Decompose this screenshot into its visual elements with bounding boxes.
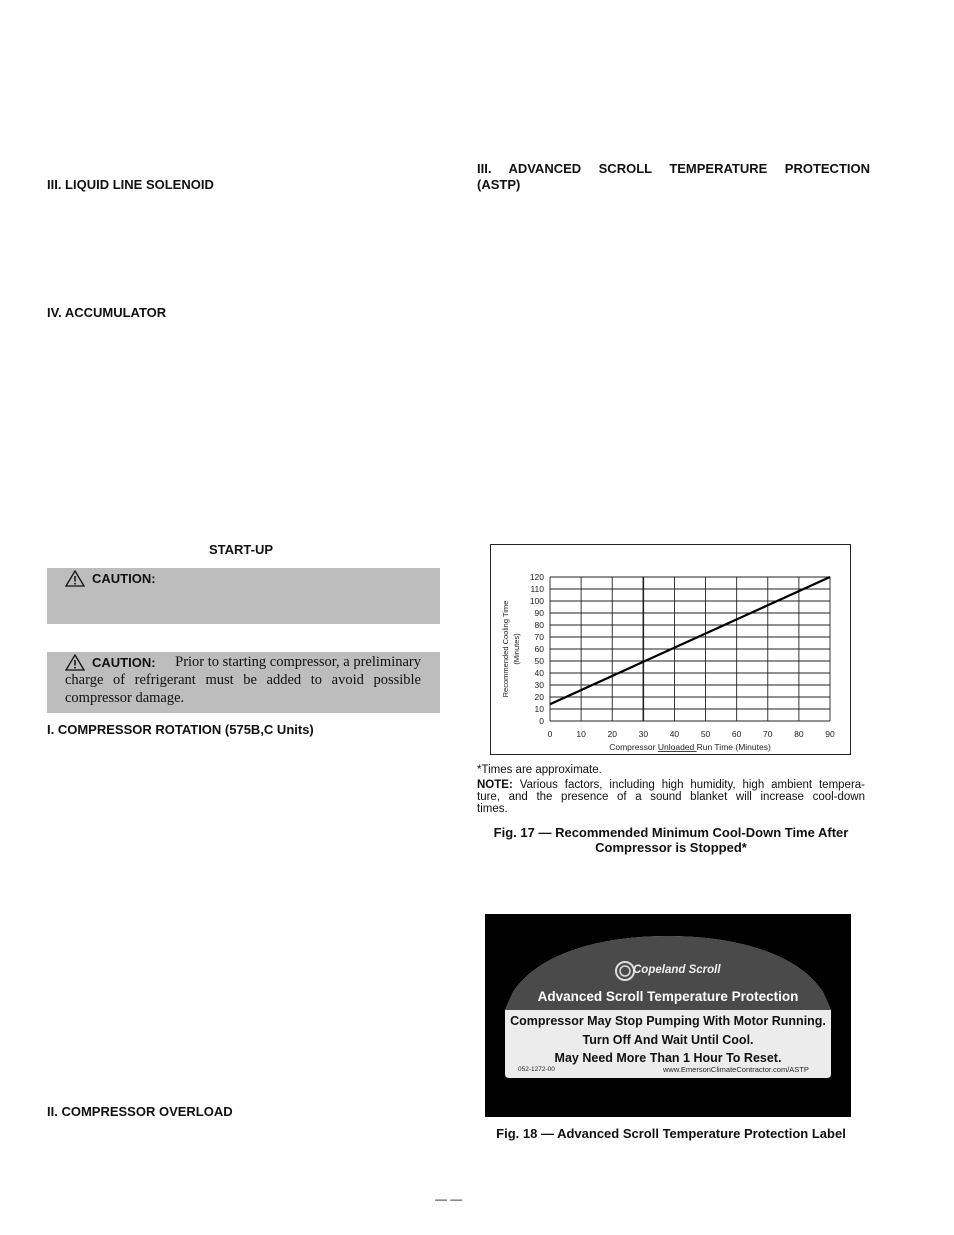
caution-title: CAUTION: <box>92 571 156 586</box>
cool-down-time-chart <box>491 545 850 754</box>
figure-17-note <box>477 779 865 815</box>
x-tick-label: 70 <box>763 729 773 739</box>
x-tick-label: 20 <box>607 729 617 739</box>
label-title: Advanced Scroll Temperature Protection <box>537 989 799 1004</box>
label-brand: Copeland Scroll <box>633 964 721 976</box>
warning-triangle-icon <box>65 570 85 587</box>
y-tick-label: 40 <box>534 668 544 678</box>
caution-box-2 <box>47 652 440 713</box>
y-axis-label: Recommended Cooling Time <box>501 600 510 698</box>
x-tick-label: 60 <box>731 729 742 739</box>
x-axis-label <box>609 742 771 752</box>
label-line: Compressor May Stop Pumping With Motor Running. <box>510 1014 826 1028</box>
x-tick-label: 50 <box>700 729 711 739</box>
note-line: ture, and the presence of a sound blanket will increase cool-down <box>477 791 865 803</box>
figure-17-chart-frame <box>490 544 851 755</box>
caption-line: Compressor is Stopped* <box>595 840 747 855</box>
note-line: Various factors, including high humidity, high ambient tempera- <box>519 779 865 791</box>
warning-triangle-icon <box>65 654 85 671</box>
section-heading-astp: III. ADVANCED SCROLL TEMPERATURE PROTECTION <box>477 161 870 176</box>
figure-17-caption <box>477 825 865 855</box>
x-axis-label-underlined: Unloaded <box>657 742 697 752</box>
page-number: — — <box>435 1192 463 1206</box>
section-heading-compressor-rotation: I. COMPRESSOR ROTATION (575B,C Units) <box>47 722 314 737</box>
label-body <box>485 1012 851 1068</box>
section-heading-start-up: START-UP <box>209 542 274 557</box>
caption-line: Fig. 17 — Recommended Minimum Cool-Down Time After <box>493 825 849 840</box>
y-tick-label: 10 <box>534 704 544 714</box>
caution-box-1 <box>47 568 440 624</box>
section-heading-compressor-overload: II. COMPRESSOR OVERLOAD <box>47 1104 233 1119</box>
section-heading-liquid-line-solenoid: III. LIQUID LINE SOLENOID <box>47 177 214 192</box>
y-tick-label: 70 <box>534 632 544 642</box>
figure-18-caption: Fig. 18 — Advanced Scroll Temperature Protection Label <box>496 1126 846 1141</box>
note-line: times. <box>477 803 508 815</box>
y-tick-label: 120 <box>529 572 544 582</box>
figure-17-footnote: *Times are approximate. <box>477 764 602 776</box>
y-tick-label: 110 <box>530 584 544 594</box>
y-tick-label: 100 <box>529 596 544 606</box>
x-tick-label: 10 <box>576 729 586 739</box>
label-line: Turn Off And Wait Until Cool. <box>582 1032 754 1047</box>
note-label: NOTE: <box>477 779 513 791</box>
y-tick-label: 80 <box>534 620 544 630</box>
x-tick-label: 40 <box>669 729 680 739</box>
section-heading-astp-cont: (ASTP) <box>477 177 521 192</box>
caution-title: CAUTION: <box>92 655 156 670</box>
y-axis-label: (Minutes) <box>512 633 521 665</box>
x-axis-label-part: Compressor <box>609 742 658 752</box>
y-tick-label: 60 <box>534 644 544 654</box>
section-heading-accumulator: IV. ACCUMULATOR <box>47 305 167 320</box>
x-tick-label: 80 <box>794 729 804 739</box>
y-tick-label: 0 <box>539 716 544 726</box>
x-tick-label: 0 <box>547 729 553 739</box>
label-url: www.EmersonClimateContractor.com/ASTP <box>663 1065 809 1074</box>
y-tick-label: 90 <box>534 608 544 618</box>
y-tick-label: 50 <box>534 656 544 666</box>
y-tick-label: 20 <box>534 692 544 702</box>
caution-text-line: compressor damage. <box>65 690 185 706</box>
caution-text-line: charge of refrigerant must be added to avoid possible <box>65 672 421 688</box>
label-line: May Need More Than 1 Hour To Reset. <box>554 1051 782 1065</box>
y-tick-label: 30 <box>534 680 544 690</box>
astp-label-photo <box>485 914 851 1117</box>
caution-text-line: Prior to starting compressor, a preliminary <box>175 654 421 670</box>
x-tick-label: 30 <box>638 729 649 739</box>
x-axis-label-part: Run Time (Minutes) <box>696 742 771 752</box>
x-tick-label: 90 <box>825 729 835 739</box>
label-part-number: 052-1272-00 <box>518 1066 555 1073</box>
